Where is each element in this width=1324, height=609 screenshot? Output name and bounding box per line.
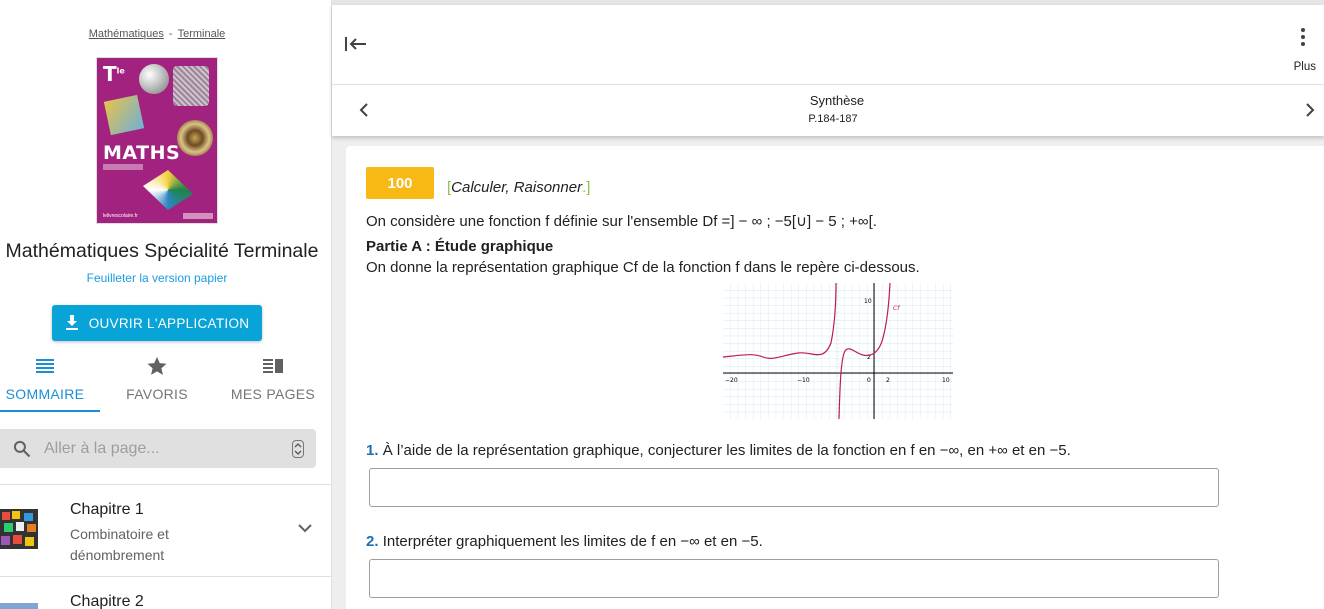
chapter-item-2[interactable]	[0, 577, 332, 609]
cover-subtitle-bar	[103, 164, 143, 170]
y-tick-label: 2	[867, 354, 871, 361]
chapter-2-thumbnail	[0, 603, 38, 609]
section-title: Synthèse	[809, 93, 865, 108]
book-cover[interactable]	[96, 57, 218, 224]
more-label[interactable]: Plus	[1293, 61, 1316, 73]
collapse-sidebar-icon[interactable]	[344, 35, 368, 53]
answer-field-1[interactable]	[369, 468, 1219, 507]
tab-favoris[interactable]	[102, 350, 212, 412]
section-pages: P.184-187	[808, 113, 858, 125]
tab-sommaire[interactable]	[0, 350, 100, 412]
pages-icon	[218, 352, 328, 380]
more-vert-icon[interactable]	[1296, 27, 1310, 47]
answer-field-2[interactable]	[369, 559, 1219, 598]
chapter-item-1[interactable]	[0, 485, 332, 577]
page-search[interactable]	[0, 429, 316, 468]
cover-logo-bar	[183, 213, 213, 219]
chapter-1-subtitle: Combinatoire et dénombrement	[70, 526, 169, 563]
cover-shell-decoration	[177, 120, 213, 156]
open-app-label: OUVRIR L'APPLICATION	[88, 315, 250, 331]
breadcrumb-level[interactable]: Terminale	[177, 28, 226, 40]
cover-sphere-decoration	[139, 64, 169, 94]
question-1: 1. À l’aide de la représentation graphique, conjecturer les limites de la fonction en f en −∞, en +∞ et en −5.	[366, 442, 1071, 459]
function-graph	[723, 283, 953, 419]
curve-label: Cf	[893, 305, 900, 312]
open-app-button[interactable]	[52, 305, 262, 341]
cover-grade: $T^{le}$	[103, 62, 125, 86]
x-tick-label: 0	[867, 377, 871, 384]
breadcrumb-separator: -	[168, 28, 173, 40]
breadcrumb	[0, 28, 314, 40]
list-icon	[0, 352, 100, 380]
search-icon	[12, 439, 32, 459]
chevron-right-icon[interactable]	[1304, 102, 1316, 118]
cover-prism-decoration	[173, 66, 209, 106]
page-stepper-icon[interactable]	[292, 440, 304, 458]
chapter-2-title: Chapitre 2	[70, 593, 144, 609]
x-tick-label: 10	[942, 377, 950, 384]
star-icon	[102, 352, 212, 380]
exercise-card	[346, 146, 1324, 609]
graph-intro: On donne la représentation graphique Cf de la fonction f dans le repère ci-dessous.	[366, 259, 920, 276]
chapter-1-title: Chapitre 1	[70, 501, 144, 518]
toolbar-divider	[332, 84, 1324, 85]
search-input[interactable]: Aller à la page...	[44, 439, 160, 457]
book-title: Mathématiques Spécialité Terminale	[5, 240, 319, 262]
chevron-down-icon[interactable]	[298, 523, 312, 533]
x-tick-label: −10	[797, 377, 810, 384]
tab-sommaire-label: SOMMAIRE	[5, 386, 85, 402]
sidebar-tabs	[0, 350, 332, 412]
x-tick-label: −20	[725, 377, 738, 384]
x-tick-label: 2	[886, 377, 890, 384]
cover-publisher: lelivrescolaire.fr	[103, 213, 138, 219]
part-a-heading: Partie A : Étude graphique	[366, 238, 554, 255]
cover-subject: MATHS	[103, 142, 181, 164]
exercise-number-badge: 100	[366, 167, 434, 199]
tab-favoris-label: FAVORIS	[126, 386, 188, 402]
y-tick-label: 10	[864, 298, 872, 305]
paper-version-link[interactable]: Feuilleter la version papier	[86, 271, 228, 285]
breadcrumb-subject[interactable]: Mathématiques	[88, 28, 164, 40]
reader-toolbar	[332, 5, 1324, 136]
question-2: 2. Interpréter graphiquement les limites de f en −∞ et en −5.	[366, 533, 763, 550]
download-icon	[65, 315, 79, 331]
cover-shape-decoration	[143, 170, 193, 210]
cover-cube-decoration	[104, 95, 144, 135]
exercise-skills: [Calculer, Raisonner.]	[447, 179, 591, 196]
sidebar	[0, 0, 332, 609]
tab-mes-pages[interactable]	[218, 350, 328, 412]
tab-mes-pages-label: MES PAGES	[230, 386, 316, 402]
exercise-intro: On considère une fonction f définie sur l'ensemble Df =] − ∞ ; −5[∪] − 5 ; +∞[.	[366, 213, 877, 230]
chapter-1-thumbnail	[0, 509, 38, 549]
